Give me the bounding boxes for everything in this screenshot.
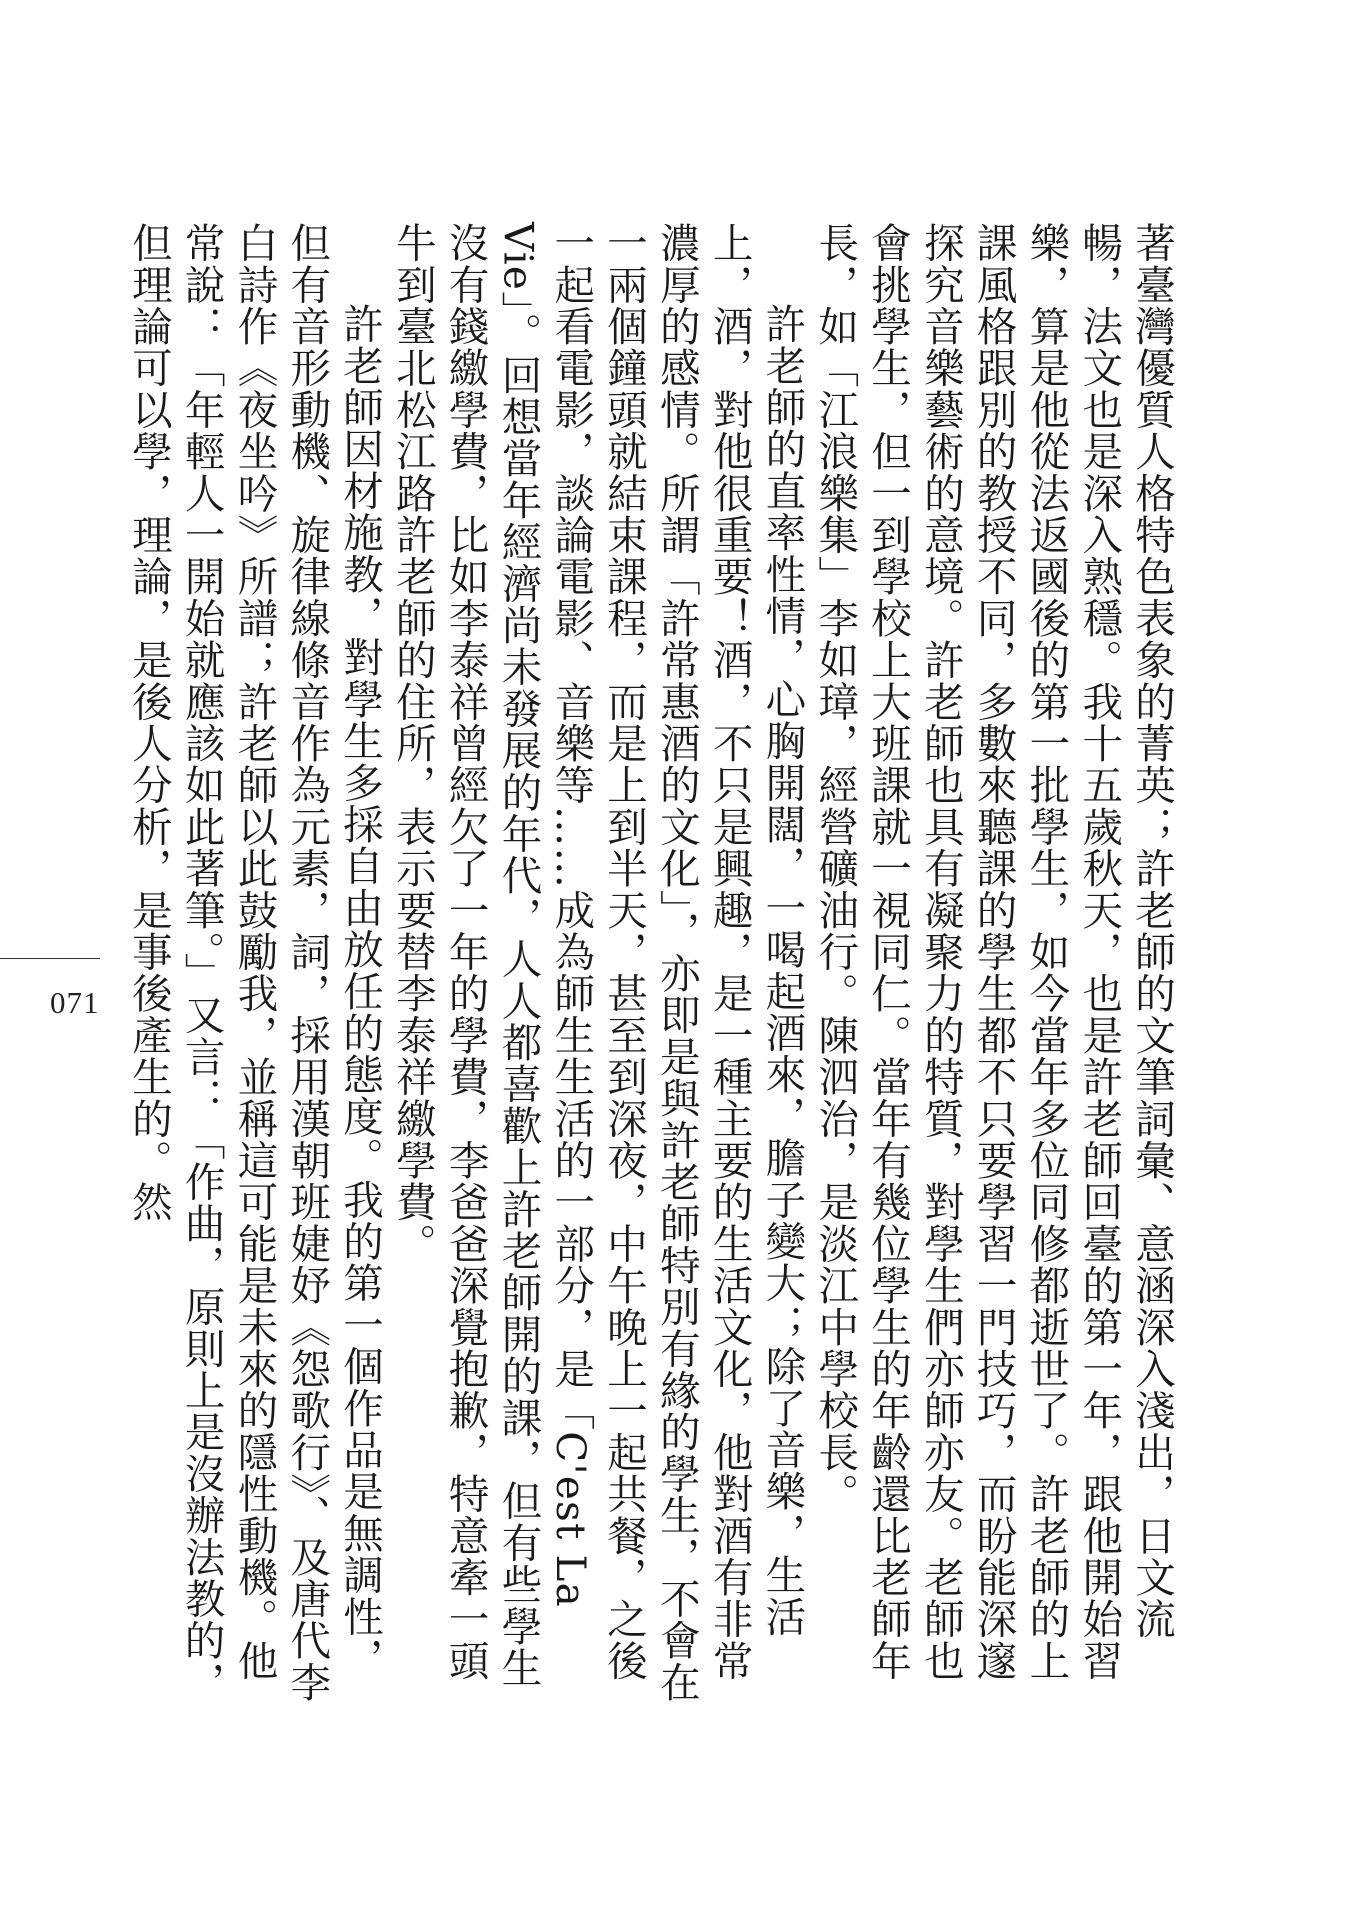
- paragraph-1: 著臺灣優質人格特色表象的菁英；許老師的文筆詞彙、意涵深入淺出，日文流暢，法文也是深入熟穩。我十五歲秋天，也是許老師回臺的第一年，跟他開始習樂，算是他從法返國後的第一批學生，如今當年多位同修都逝世了。許老師的上課風格跟別的教授不同，多數來聽課的學生都不只要學習一門技巧，而盼能深邃探究音樂藝術的意境。許老師也具有凝聚力的特質，對學生們亦師亦友。老師也會挑學生，但一到學校上大班課就一視同仁。當年有幾位學生的年齡還比老師年長，如「江浪樂集」李如璋，經營礦油行。陳泗治，是淡江中學校長。: [811, 222, 1176, 1682]
- paragraph-3: 許老師因材施教，對學生多採自由放任的態度。我的第一個作品是無調性，但有音形動機、旋律線條音作為元素，詞，採用漢朝班婕妤《怨歌行》、及唐代李白詩作《夜坐吟》所譜；許老師以此鼓勵我，並稱這可能是未來的隱性動機。他常說：「年輕人一開始就應該如此著筆。」又言：「作曲，原則上是沒辦法教的，但理論可以學，理論，是後人分析，是事後產生的。然: [124, 222, 385, 1703]
- page-number: 071: [50, 985, 100, 1020]
- body-text: [124, 222, 1178, 1712]
- folio-rule: [0, 958, 100, 959]
- paragraph-2: 許老師的直率性情，心胸開闊，一喝起酒來，膽子變大；除了音樂，生活上，酒，對他很重要！酒，不只是興趣，是一種主要的生活文化，他對酒有非常濃厚的感情。所謂「許常惠酒的文化」，亦即是與許老師特別有緣的學生，不會在一兩個鐘頭就結束課程，而是上到半天，甚至到深夜，中午晚上一起共餐，之後一起看電影，談論電影、音樂等……成為師生生活的一部分，是「C'est La Vie」。回想當年經濟尚未發展的年代，人人都喜歡上許老師開的課，但有些學生沒有錢繳學費，比如李泰祥曾經欠了一年的學費，李爸爸深覺抱歉，特意牽一頭牛到臺北松江路許老師的住所，表示要替李泰祥繳學費。: [388, 222, 807, 1703]
